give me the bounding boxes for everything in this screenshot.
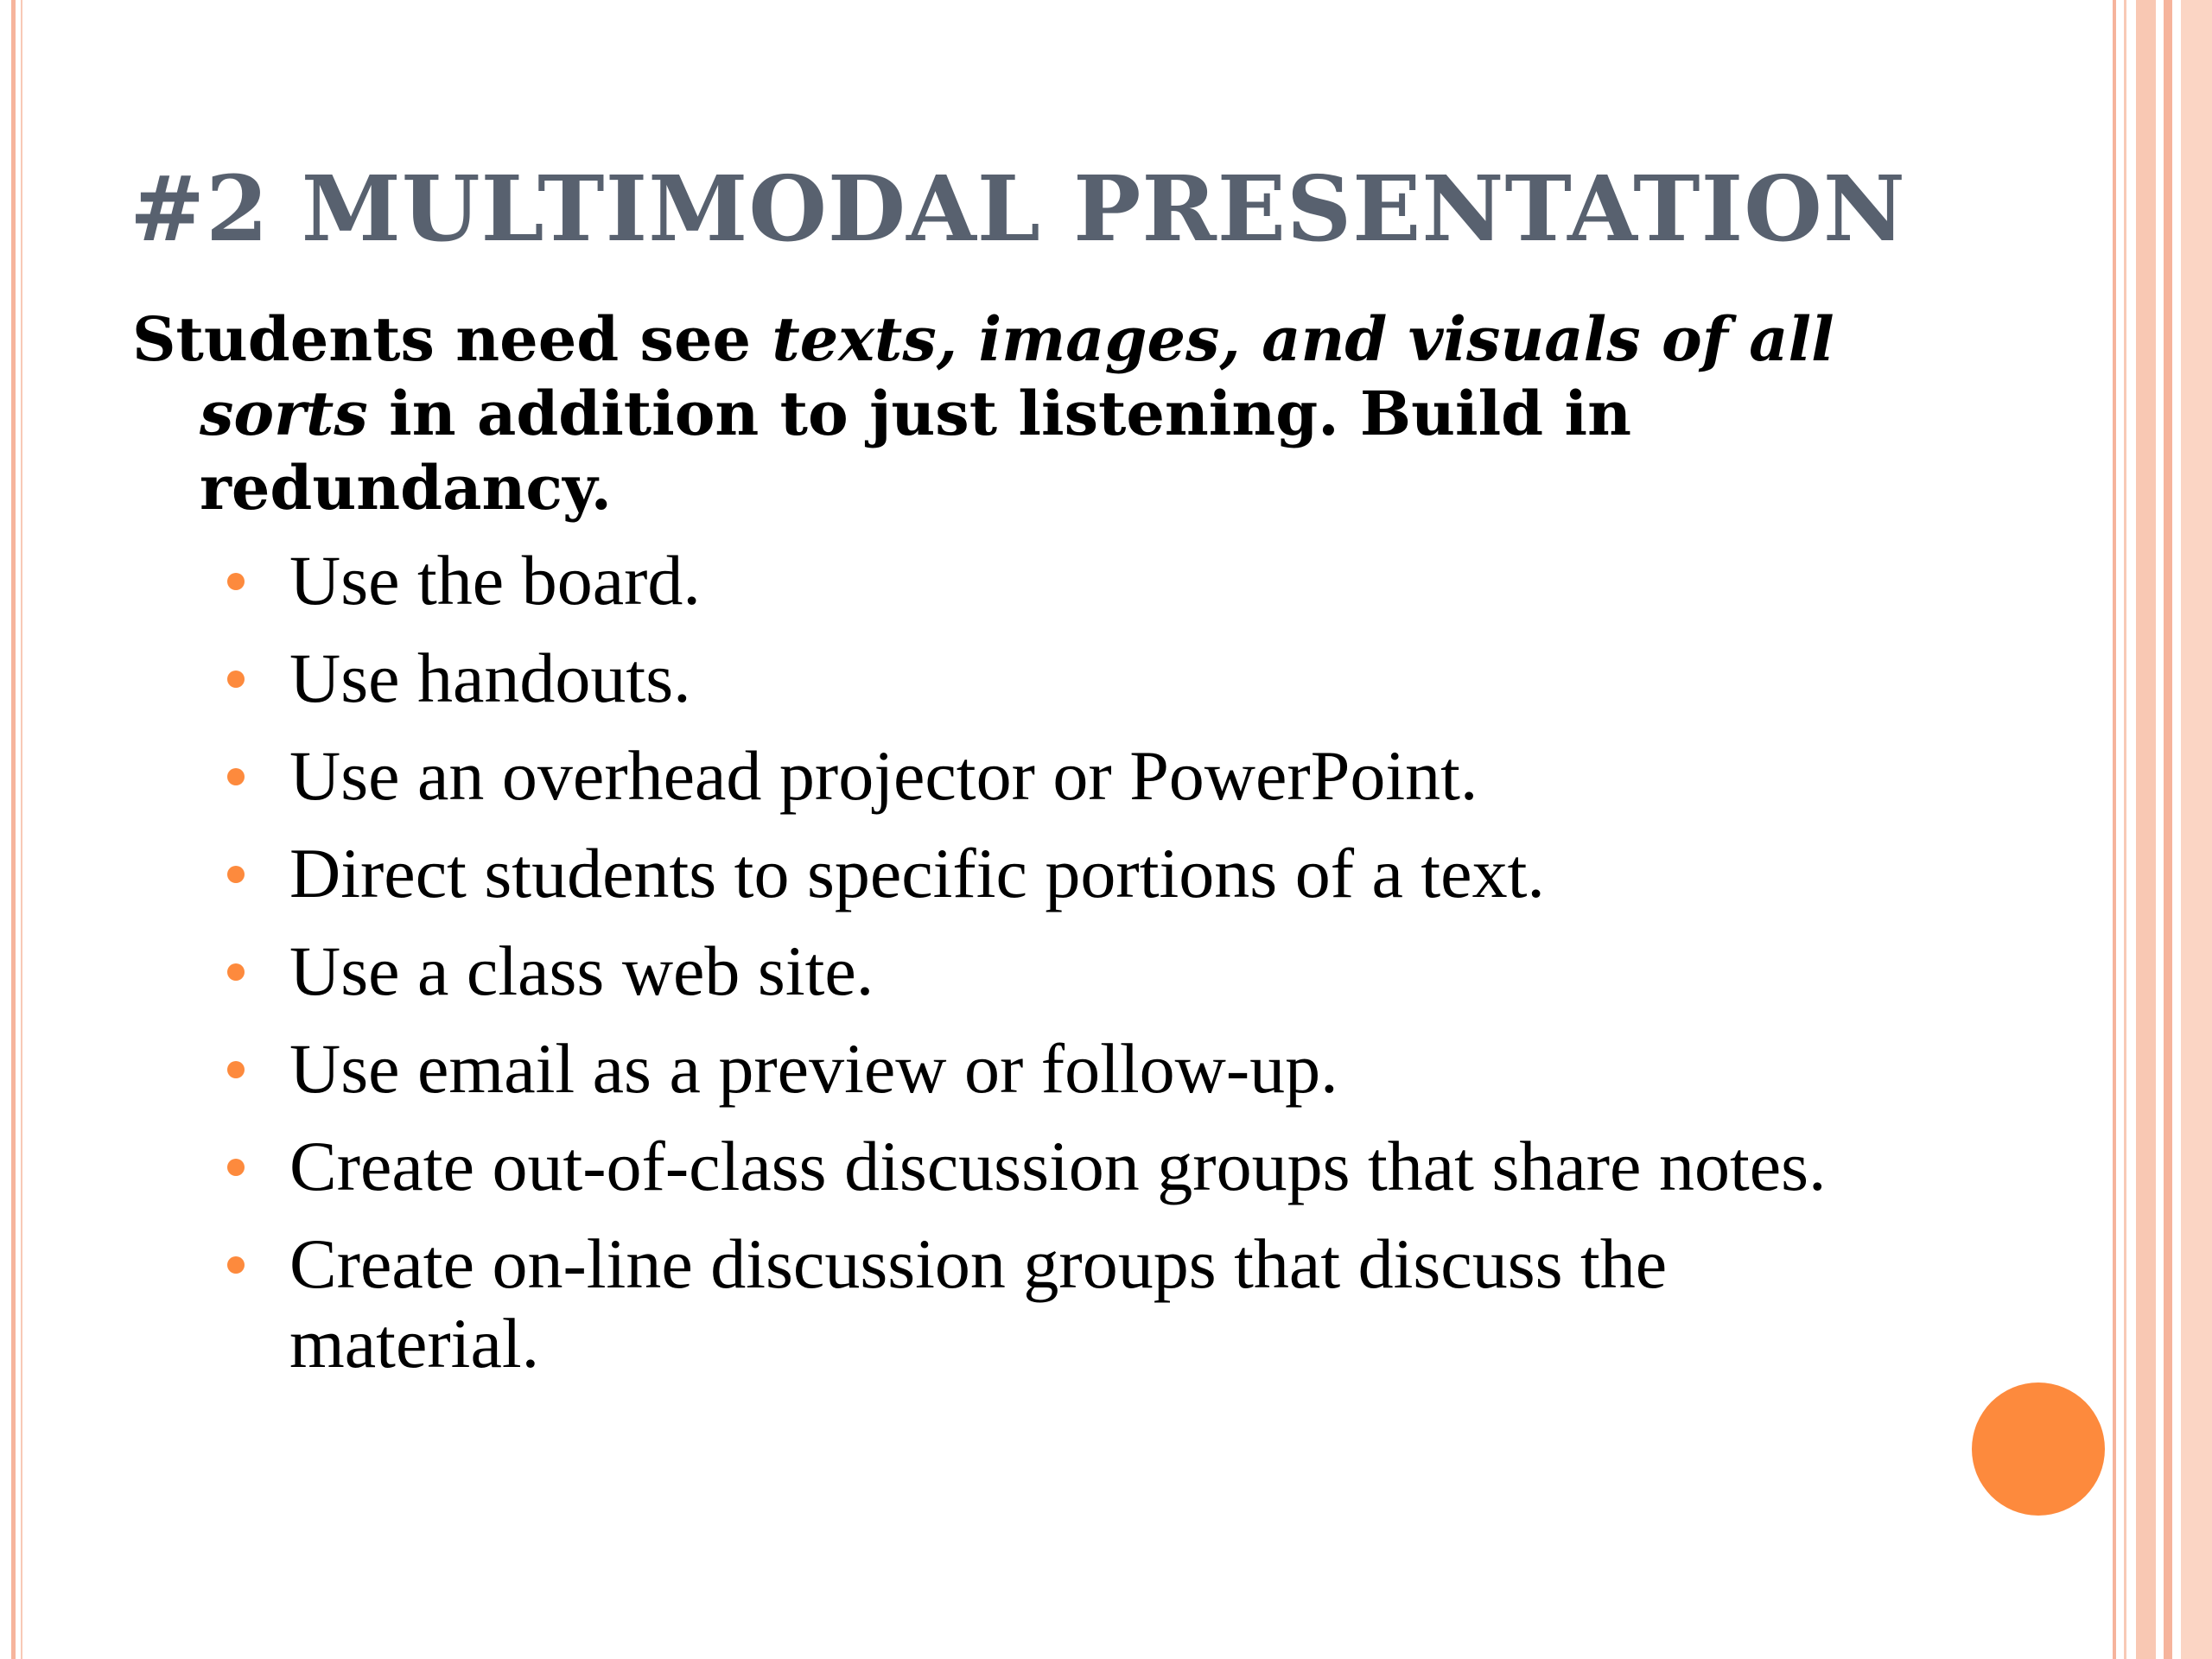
slide-title: #2 MULTIMODAL PRESENTATION <box>130 156 1906 262</box>
bullet-text: Direct students to specific portions of a text. <box>289 834 1545 912</box>
bullet-text: Use the board. <box>289 541 701 620</box>
bullet-text: Create on-line discussion groups that discuss the material. <box>289 1224 1668 1382</box>
left-border-line <box>11 0 16 1659</box>
bullet-text: Create out-of-class discussion groups that share notes. <box>289 1127 1827 1205</box>
bullet-list <box>132 541 1929 1383</box>
bullet-item <box>227 931 1929 1011</box>
intro-paragraph <box>132 302 1929 525</box>
bullet-dot-icon <box>227 768 245 785</box>
bullet-item <box>227 1224 1929 1383</box>
bullet-item <box>227 1127 1929 1206</box>
intro-text-end: in addition to just listening. Build in redundancy. <box>200 378 1631 524</box>
bullet-item <box>227 541 1929 620</box>
intro-text-start: Students need see <box>132 303 772 375</box>
right-border-stripe <box>2164 0 2172 1659</box>
bullet-text: Use a class web site. <box>289 931 874 1010</box>
bullet-dot-icon <box>227 866 245 883</box>
bullet-item <box>227 639 1929 718</box>
intro-emphasis: texts, images, and visuals of all sorts <box>200 303 1834 449</box>
right-border-edge <box>2181 0 2212 1659</box>
right-border-line <box>2113 0 2116 1659</box>
accent-circle-icon <box>1972 1382 2105 1516</box>
slide-content <box>132 302 1929 1402</box>
bullet-item <box>227 1029 1929 1109</box>
bullet-dot-icon <box>227 963 245 981</box>
bullet-dot-icon <box>227 1061 245 1078</box>
bullet-dot-icon <box>227 1159 245 1176</box>
bullet-dot-icon <box>227 1256 245 1274</box>
right-border-band <box>2136 0 2156 1659</box>
bullet-text: Use email as a preview or follow-up. <box>289 1029 1338 1108</box>
bullet-dot-icon <box>227 573 245 590</box>
bullet-text: Use an overhead projector or PowerPoint. <box>289 736 1478 815</box>
bullet-dot-icon <box>227 671 245 688</box>
right-border-line-thin <box>2124 0 2126 1659</box>
bullet-text: Use handouts. <box>289 639 691 717</box>
bullet-item <box>227 736 1929 816</box>
left-border-line-thin <box>21 0 22 1659</box>
bullet-item <box>227 834 1929 913</box>
